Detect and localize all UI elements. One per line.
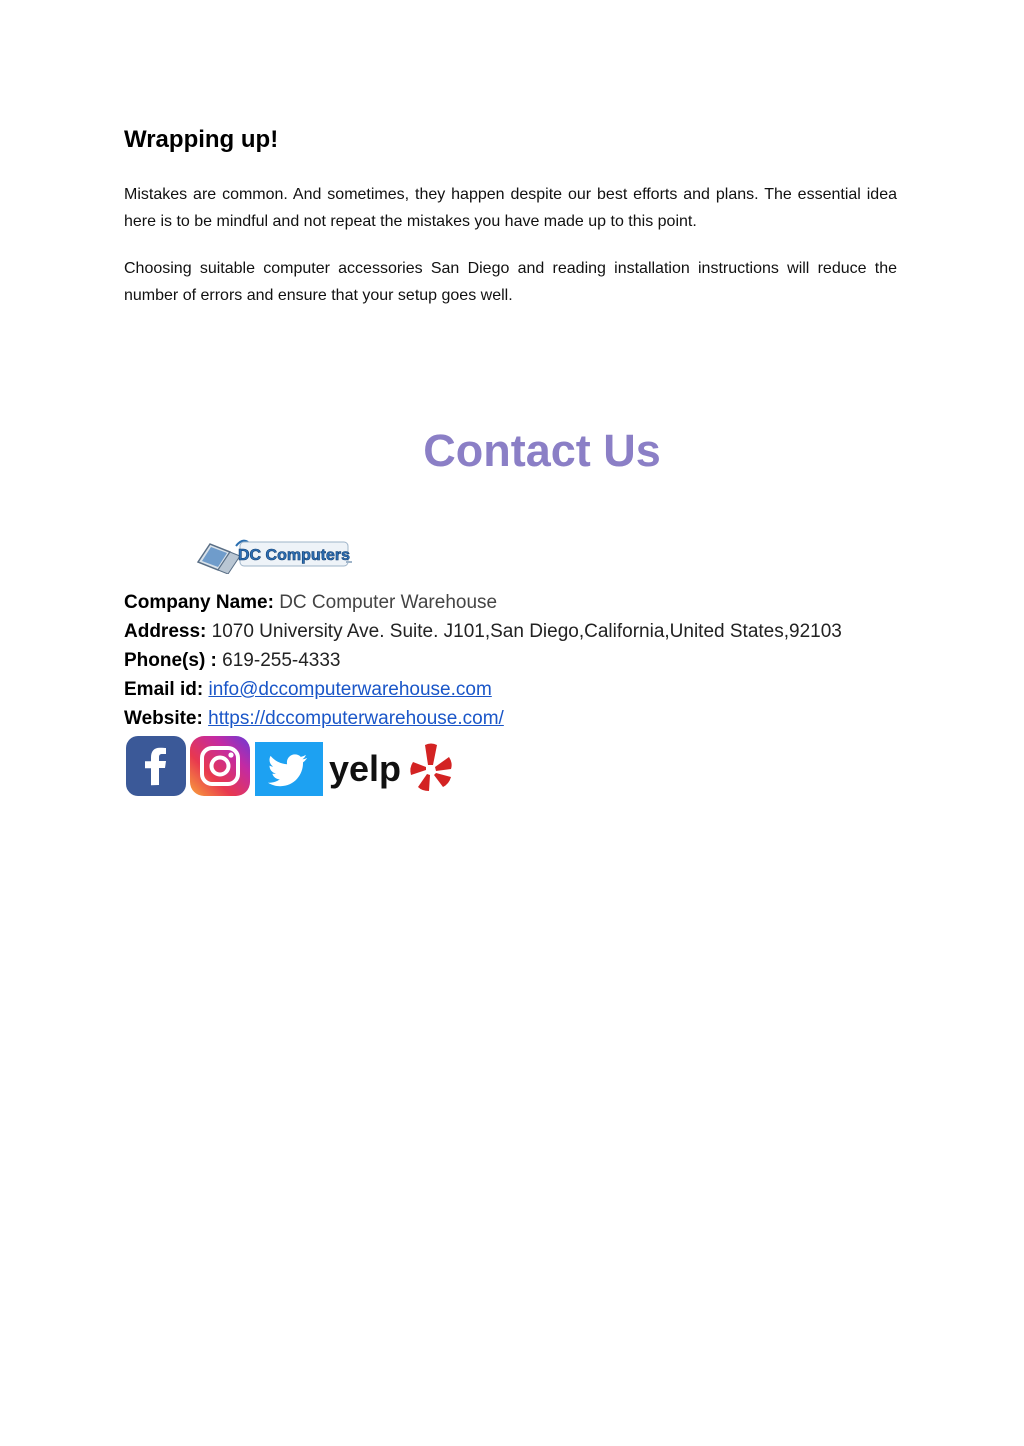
website-label: Website: xyxy=(124,708,203,729)
logo-text: DC Computers xyxy=(237,547,351,564)
email-label: Email id: xyxy=(124,679,204,700)
company-label: Company Name: xyxy=(124,592,274,613)
company-row xyxy=(124,588,842,617)
section-heading: Wrapping up! xyxy=(124,126,279,153)
address-row xyxy=(124,617,842,646)
address-label: Address: xyxy=(124,621,207,642)
phone-label: Phone(s) : xyxy=(124,650,217,671)
instagram-icon[interactable] xyxy=(189,735,251,797)
yelp-icon[interactable] xyxy=(327,741,455,797)
twitter-icon[interactable] xyxy=(255,742,323,796)
facebook-icon[interactable] xyxy=(125,735,187,797)
website-link[interactable]: https://dccomputerwarehouse.com/ xyxy=(208,708,504,729)
email-row xyxy=(124,675,842,704)
company-value: DC Computer Warehouse xyxy=(279,592,498,613)
yelp-wordmark: yelp xyxy=(329,748,402,789)
company-logo xyxy=(196,532,354,574)
website-row xyxy=(124,704,842,733)
paragraph-accessories: Choosing suitable computer accessories San Diego and reading installation instructions will reduce the number of errors and ensure that your setup goes well. xyxy=(124,260,897,304)
paragraph-mistakes: Mistakes are common. And sometimes, they happen despite our best efforts and plans. The essential idea here is to be mindful and not repeat the mistakes you have made up to this point. xyxy=(124,186,897,230)
contact-title: Contact Us xyxy=(423,425,661,476)
address-value: 1070 University Ave. Suite. J101,San Diego,California,United States,92103 xyxy=(211,621,842,642)
email-link[interactable]: info@dccomputerwarehouse.com xyxy=(208,679,492,700)
phone-row xyxy=(124,646,842,675)
phone-value: 619-255-4333 xyxy=(222,650,341,671)
contact-details xyxy=(124,588,842,733)
